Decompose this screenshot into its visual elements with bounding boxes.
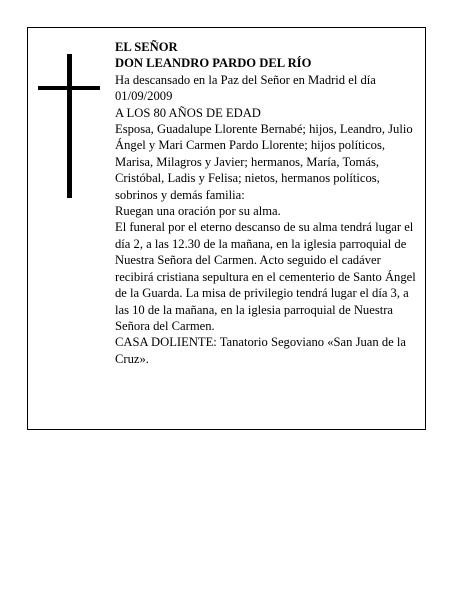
age-line: A LOS 80 AÑOS DE EDAD bbox=[115, 105, 261, 120]
mourning-house: CASA DOLIENTE: Tanatorio Segoviano «San Juan de la Cruz». bbox=[115, 335, 406, 366]
family-list: Esposa, Guadalupe Llorente Bernabé; hijos, Leandro, Julio Ángel y Mari Carmen Pardo Llorente; hijos políticos, Marisa, Milagros y Javier; hermanos, María, Tomás, Cristóbal, Ladis y Felisa; nietos, hermanos políticos, sobrinos y demás familia: bbox=[115, 122, 413, 202]
cross-vertical-bar bbox=[67, 54, 72, 198]
cross-icon bbox=[38, 54, 100, 198]
deceased-name: DON LEANDRO PARDO DEL RÍO bbox=[115, 56, 312, 71]
cross-horizontal-bar bbox=[38, 86, 100, 90]
prayer-request: Ruegan una oración por su alma. bbox=[115, 204, 281, 219]
rest-announcement: Ha descansado en la Paz del Señor en Madrid el día 01/09/2009 bbox=[115, 72, 376, 104]
funeral-details: El funeral por el eterno descanso de su alma tendrá lugar el día 2, a las 12.30 de la mañana, en la iglesia parroquial de Nuestra Señora del Carmen. Acto seguido el cadáver recibirá cristiana sepultura en el cementerio de Santo Ángel de la Guarda. La misa de privilegio tendrá lugar el día 3, a las 10 de la mañana, en la iglesia parroquial de Nuestra Señora del Carmen. bbox=[115, 220, 416, 333]
title-line-1: EL SEÑOR bbox=[115, 40, 178, 54]
obituary-notice bbox=[27, 27, 426, 430]
obituary-text bbox=[115, 39, 419, 367]
